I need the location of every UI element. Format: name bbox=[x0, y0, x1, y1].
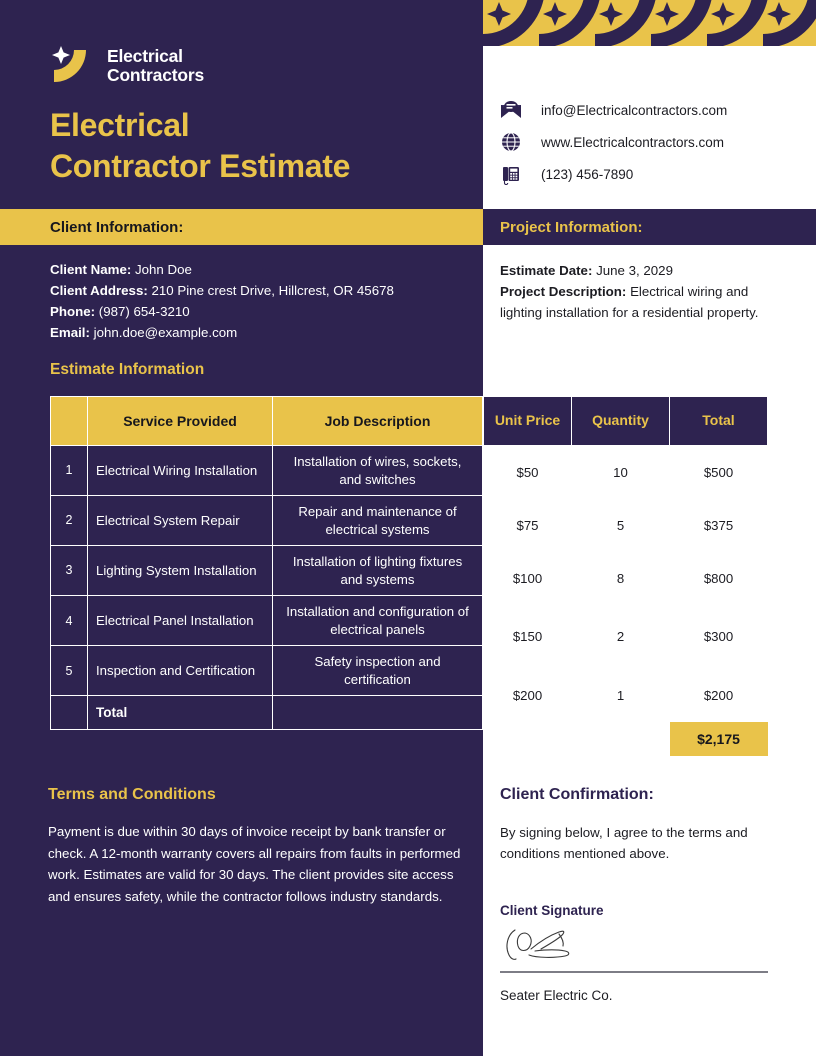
row-unit-price: $200 bbox=[512, 687, 543, 703]
row-quantity: 10 bbox=[613, 464, 628, 480]
client-name-row bbox=[50, 259, 470, 280]
crescent-star-icon bbox=[50, 46, 94, 86]
col-header-index bbox=[51, 397, 88, 446]
row-quantity: 1 bbox=[616, 687, 625, 703]
table-row-values bbox=[484, 446, 768, 499]
signature-company-name: Seater Electric Co. bbox=[500, 988, 613, 1003]
project-description-label: Project Description: bbox=[500, 284, 627, 300]
row-service: Lighting System Installation bbox=[88, 546, 273, 596]
table-row bbox=[51, 546, 483, 596]
row-total: $800 bbox=[703, 570, 734, 586]
signature-line bbox=[500, 971, 768, 973]
project-description-row bbox=[500, 281, 775, 323]
grand-total-blank-2 bbox=[572, 722, 670, 756]
title-line-2: Contractor Estimate bbox=[50, 147, 351, 184]
row-quantity: 2 bbox=[616, 629, 625, 644]
contact-website-text[interactable]: www.Electricalcontractors.com bbox=[541, 134, 725, 150]
logo-line-2: Contractors bbox=[107, 65, 204, 85]
total-label: Total bbox=[88, 696, 273, 730]
row-unit-price: $75 bbox=[516, 517, 539, 533]
telephone-icon bbox=[500, 163, 522, 185]
row-service: Electrical System Repair bbox=[88, 496, 273, 546]
project-information-bar bbox=[483, 209, 816, 245]
table-row-values bbox=[484, 669, 768, 722]
row-service: Electrical Wiring Installation bbox=[88, 446, 273, 496]
row-service: Electrical Panel Installation bbox=[88, 596, 273, 646]
estimate-date-label: Estimate Date: bbox=[500, 263, 593, 278]
total-row-blank bbox=[273, 696, 483, 730]
contact-phone-row bbox=[500, 163, 727, 185]
signature-label: Client Signature bbox=[500, 903, 604, 918]
row-quantity: 5 bbox=[616, 517, 625, 533]
project-information-label: Project Information: bbox=[500, 218, 643, 236]
envelope-icon bbox=[500, 99, 522, 121]
client-phone-value: (987) 654-3210 bbox=[98, 304, 190, 320]
row-job: Installation of wires, sockets, and switches bbox=[273, 446, 483, 496]
project-description-value: Electrical wiring and lighting installation for a residential property. bbox=[500, 284, 759, 321]
client-information-label: Client Information: bbox=[50, 218, 184, 236]
row-quantity: 8 bbox=[616, 570, 625, 586]
row-job: Repair and maintenance of electrical systems bbox=[273, 496, 483, 546]
col-header-total: Total bbox=[670, 397, 768, 446]
row-total: $375 bbox=[703, 517, 734, 533]
confirmation-heading: Client Confirmation: bbox=[500, 786, 654, 803]
terms-body: Payment is due within 30 days of invoice receipt by bank transfer or check. A 12-month warranty covers all repairs from faults in performed work. Estimates are valid for 30 days. The client provides site access and ensures safety, while the contractor follows industry standards. bbox=[48, 824, 461, 905]
client-phone-label: Phone: bbox=[50, 304, 96, 320]
row-index: 3 bbox=[51, 546, 88, 596]
client-address-value: 210 Pine crest Drive, Hillcrest, OR 45678 bbox=[151, 283, 394, 299]
table-row bbox=[51, 646, 483, 696]
project-details bbox=[500, 260, 775, 323]
contact-website-row bbox=[500, 131, 727, 153]
confirmation-body: By signing below, I agree to the terms and conditions mentioned above. bbox=[500, 825, 748, 861]
decorative-pattern-band bbox=[483, 0, 816, 46]
col-header-quantity: Quantity bbox=[572, 397, 670, 446]
contact-phone-text[interactable]: (123) 456-7890 bbox=[541, 166, 634, 182]
brand-logo bbox=[50, 46, 204, 86]
table-row bbox=[51, 596, 483, 646]
pattern-svg bbox=[483, 0, 816, 46]
row-unit-price: $150 bbox=[512, 629, 543, 644]
client-name-value: John Doe bbox=[134, 262, 192, 277]
col-header-job: Job Description bbox=[273, 397, 483, 446]
contact-info-block bbox=[500, 99, 727, 185]
table-row-values bbox=[484, 552, 768, 605]
client-email-row bbox=[50, 322, 470, 343]
row-index: 4 bbox=[51, 596, 88, 646]
terms-heading: Terms and Conditions bbox=[48, 786, 216, 803]
row-job: Installation and configuration of electrical panels bbox=[273, 596, 483, 646]
client-information-bar bbox=[0, 209, 483, 245]
grand-total-amount: $2,175 bbox=[670, 722, 768, 756]
row-index: 1 bbox=[51, 446, 88, 496]
client-phone-row bbox=[50, 301, 470, 322]
row-total: $500 bbox=[703, 464, 734, 480]
logo-line-1: Electrical bbox=[107, 46, 183, 67]
title-line-1: Electrical bbox=[50, 107, 190, 143]
client-name-label: Client Name: bbox=[50, 262, 132, 277]
row-total: $300 bbox=[703, 629, 734, 644]
grand-total-cell bbox=[670, 722, 768, 756]
row-index: 5 bbox=[51, 646, 88, 696]
estimate-information-heading: Estimate Information bbox=[50, 361, 205, 378]
table-header-row-right bbox=[484, 397, 768, 446]
row-job: Installation of lighting fixtures and systems bbox=[273, 546, 483, 596]
client-details bbox=[50, 259, 470, 344]
row-unit-price: $50 bbox=[516, 464, 539, 480]
grand-total-row bbox=[484, 722, 768, 756]
page-title bbox=[50, 105, 470, 187]
col-header-service: Service Provided bbox=[88, 397, 273, 446]
table-row-values bbox=[484, 605, 768, 669]
globe-icon bbox=[500, 131, 522, 153]
handwritten-signature-icon bbox=[503, 925, 603, 965]
contact-email-row bbox=[500, 99, 727, 121]
total-row-index bbox=[51, 696, 88, 730]
client-address-label: Client Address: bbox=[50, 283, 148, 299]
services-table-right bbox=[483, 396, 768, 756]
estimate-date-row bbox=[500, 260, 775, 281]
client-address-row bbox=[50, 280, 470, 301]
row-job: Safety inspection and certification bbox=[273, 646, 483, 696]
row-total: $200 bbox=[703, 687, 734, 703]
table-row bbox=[51, 496, 483, 546]
table-header-row-left bbox=[51, 397, 483, 446]
services-table-left bbox=[50, 396, 483, 730]
col-header-unit-price: Unit Price bbox=[484, 397, 572, 446]
row-index: 2 bbox=[51, 496, 88, 546]
row-unit-price: $100 bbox=[512, 570, 543, 586]
client-email-value: john.doe@example.com bbox=[93, 325, 238, 341]
table-row bbox=[51, 446, 483, 496]
logo-wordmark bbox=[107, 47, 204, 84]
client-email-label: Email: bbox=[50, 325, 90, 341]
row-service: Inspection and Certification bbox=[88, 646, 273, 696]
estimate-date-value: June 3, 2029 bbox=[596, 263, 673, 278]
grand-total-blank-1 bbox=[484, 722, 572, 756]
table-row-values bbox=[484, 499, 768, 552]
table-total-row bbox=[51, 696, 483, 730]
contact-email-text[interactable]: info@Electricalcontractors.com bbox=[541, 102, 728, 118]
